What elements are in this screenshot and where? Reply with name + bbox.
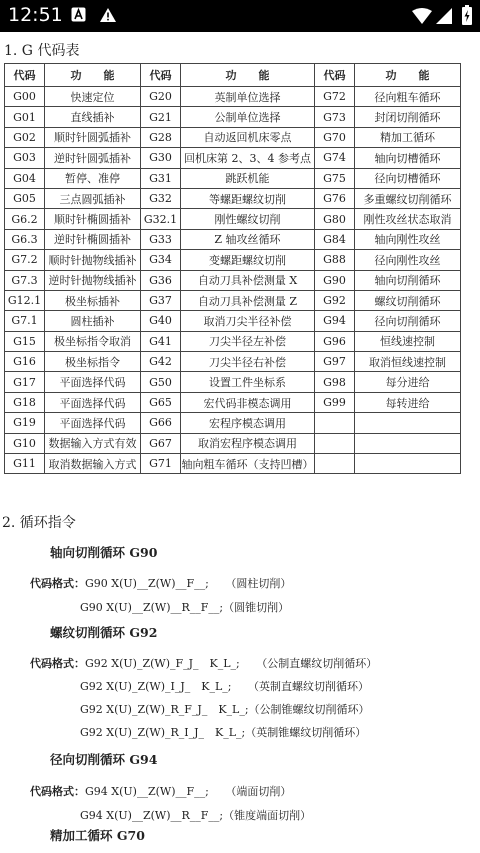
code-cell: G12.1 <box>5 290 45 310</box>
table-row <box>5 188 461 208</box>
function-cell: 轴向粗车循环（支持凹槽） <box>181 454 315 474</box>
header-cell: 功 能 <box>355 64 461 87</box>
format-text: G92 X(U)_Z(W)_F_J_ K_L_; （公制直螺纹切削循环） <box>85 657 378 670</box>
code-cell: G01 <box>5 107 45 127</box>
wifi-icon <box>412 8 432 24</box>
function-cell: 轴向刚性攻丝 <box>355 229 461 249</box>
code-cell: G30 <box>141 148 181 168</box>
table-row <box>5 331 461 351</box>
table-row <box>5 372 461 392</box>
code-cell: G05 <box>5 188 45 208</box>
code-cell: G21 <box>141 107 181 127</box>
header-cell: 代码 <box>315 64 355 87</box>
function-cell: 快速定位 <box>45 87 141 107</box>
function-cell: 每分进给 <box>355 372 461 392</box>
table-row <box>5 127 461 147</box>
code-cell: G37 <box>141 290 181 310</box>
a-notification-icon <box>71 7 86 22</box>
g94-format-line: G94 X(U)__Z(W)__R__F__;（锥度端面切削） <box>80 809 312 822</box>
table-row <box>5 290 461 310</box>
code-cell: G18 <box>5 392 45 412</box>
header-cell: 代码 <box>141 64 181 87</box>
table-row <box>5 229 461 249</box>
function-cell: 恒线速控制 <box>355 331 461 351</box>
function-cell: 顺时针椭圆插补 <box>45 209 141 229</box>
function-cell: 变螺距螺纹切削 <box>181 250 315 270</box>
function-cell: 自动刀具补偿测量 X <box>181 270 315 290</box>
function-cell: 取消宏程序模态调用 <box>181 433 315 453</box>
function-cell: 螺纹切削循环 <box>355 290 461 310</box>
function-cell: 径向刚性攻丝 <box>355 250 461 270</box>
function-cell: 自动返回机床零点 <box>181 127 315 147</box>
code-cell <box>315 433 355 453</box>
format-label: 代码格式： <box>30 577 85 590</box>
code-cell: G98 <box>315 372 355 392</box>
function-cell: 平面选择代码 <box>45 372 141 392</box>
code-cell: G66 <box>141 413 181 433</box>
code-cell: G84 <box>315 229 355 249</box>
function-cell: 宏程序模态调用 <box>181 413 315 433</box>
warning-icon <box>99 7 117 23</box>
function-cell: 宏代码非模态调用 <box>181 392 315 412</box>
code-cell: G72 <box>315 87 355 107</box>
function-cell: 径向切槽循环 <box>355 168 461 188</box>
code-cell: G33 <box>141 229 181 249</box>
code-cell: G11 <box>5 454 45 474</box>
g92-heading: 螺纹切削循环 G92 <box>50 625 158 640</box>
table-row <box>5 352 461 372</box>
function-cell <box>355 413 461 433</box>
code-cell: G7.3 <box>5 270 45 290</box>
g94-format-line <box>30 783 291 799</box>
function-cell: 直线插补 <box>45 107 141 127</box>
code-cell <box>315 454 355 474</box>
code-cell: G02 <box>5 127 45 147</box>
cellular-signal-icon <box>436 8 452 24</box>
code-cell: G32.1 <box>141 209 181 229</box>
code-cell: G94 <box>315 311 355 331</box>
function-cell <box>355 454 461 474</box>
table-row <box>5 413 461 433</box>
code-cell: G88 <box>315 250 355 270</box>
section1-title: 1. G 代码表 <box>4 43 80 59</box>
function-cell: 轴向切削循环 <box>355 270 461 290</box>
code-cell: G7.2 <box>5 250 45 270</box>
g70-heading: 精加工循环 G70 <box>50 828 145 843</box>
table-row <box>5 270 461 290</box>
function-cell: 设置工件坐标系 <box>181 372 315 392</box>
document-page[interactable] <box>0 32 480 853</box>
code-cell: G90 <box>315 270 355 290</box>
code-cell: G97 <box>315 352 355 372</box>
function-cell: 取消数据输入方式 <box>45 454 141 474</box>
table-row <box>5 392 461 412</box>
code-cell: G6.3 <box>5 229 45 249</box>
code-cell: G31 <box>141 168 181 188</box>
g92-format-line: G92 X(U)_Z(W)_R_I_J_ K_L_;（英制锥螺纹切削循环） <box>80 726 367 739</box>
function-cell: 暂停、准停 <box>45 168 141 188</box>
code-cell: G16 <box>5 352 45 372</box>
code-cell: G96 <box>315 331 355 351</box>
table-header-row <box>5 64 461 87</box>
format-text: G94 X(U)__Z(W)__F__; （端面切削） <box>85 785 292 798</box>
table-row <box>5 148 461 168</box>
g92-format-line: G92 X(U)_Z(W)_I_J_ K_L_; （英制直螺纹切削循环） <box>80 680 369 693</box>
table-row <box>5 168 461 188</box>
format-text: G90 X(U)__Z(W)__F__; （圆柱切削） <box>85 577 292 590</box>
table-row <box>5 209 461 229</box>
function-cell: 极坐标指令 <box>45 352 141 372</box>
battery-charging-icon <box>462 5 472 25</box>
function-cell: 刀尖半径右补偿 <box>181 352 315 372</box>
function-cell: 刀尖半径左补偿 <box>181 331 315 351</box>
g-code-table <box>4 63 461 474</box>
function-cell: 跳跃机能 <box>181 168 315 188</box>
function-cell: 径向粗车循环 <box>355 87 461 107</box>
function-cell: 轴向切槽循环 <box>355 148 461 168</box>
code-cell: G92 <box>315 290 355 310</box>
table-row <box>5 107 461 127</box>
function-cell: 取消恒线速控制 <box>355 352 461 372</box>
code-cell: G65 <box>141 392 181 412</box>
function-cell: 刚性螺纹切削 <box>181 209 315 229</box>
code-cell: G34 <box>141 250 181 270</box>
function-cell: Z 轴攻丝循环 <box>181 229 315 249</box>
table-row <box>5 311 461 331</box>
code-cell: G7.1 <box>5 311 45 331</box>
function-cell: 极坐标指令取消 <box>45 331 141 351</box>
function-cell: 英制单位选择 <box>181 87 315 107</box>
code-cell: G03 <box>5 148 45 168</box>
g90-heading: 轴向切削循环 G90 <box>50 545 158 560</box>
function-cell: 多重螺纹切削循环 <box>355 188 461 208</box>
function-cell: 每转进给 <box>355 392 461 412</box>
code-cell: G70 <box>315 127 355 147</box>
code-cell: G76 <box>315 188 355 208</box>
function-cell: 顺时针圆弧插补 <box>45 127 141 147</box>
code-cell: G99 <box>315 392 355 412</box>
function-cell: 封闭切削循环 <box>355 107 461 127</box>
format-label: 代码格式： <box>30 785 85 798</box>
code-cell: G20 <box>141 87 181 107</box>
code-cell: G74 <box>315 148 355 168</box>
function-cell: 数据输入方式有效 <box>45 433 141 453</box>
code-cell: G67 <box>141 433 181 453</box>
code-cell: G50 <box>141 372 181 392</box>
function-cell: 径向切削循环 <box>355 311 461 331</box>
function-cell: 圆柱插补 <box>45 311 141 331</box>
function-cell: 平面选择代码 <box>45 392 141 412</box>
section2-title: 2. 循环指令 <box>2 515 76 531</box>
code-cell: G6.2 <box>5 209 45 229</box>
header-cell: 代码 <box>5 64 45 87</box>
code-cell: G04 <box>5 168 45 188</box>
code-cell: G40 <box>141 311 181 331</box>
function-cell: 回机床第 2、3、4 参考点 <box>181 148 315 168</box>
function-cell: 三点圆弧插补 <box>45 188 141 208</box>
table-row <box>5 250 461 270</box>
g92-format-line: G92 X(U)_Z(W)_R_F_J_ K_L_;（公制锥螺纹切削循环） <box>80 703 370 716</box>
function-cell: 刚性攻丝状态取消 <box>355 209 461 229</box>
function-cell: 公制单位选择 <box>181 107 315 127</box>
format-label: 代码格式： <box>30 657 85 670</box>
function-cell: 平面选择代码 <box>45 413 141 433</box>
g90-format-line <box>30 575 291 591</box>
status-time: 12:51 <box>8 4 63 26</box>
header-cell: 功 能 <box>45 64 141 87</box>
code-cell: G32 <box>141 188 181 208</box>
function-cell: 取消刀尖半径补偿 <box>181 311 315 331</box>
function-cell: 自动刀具补偿测量 Z <box>181 290 315 310</box>
function-cell: 逆时针抛物线插补 <box>45 270 141 290</box>
g94-heading: 径向切削循环 G94 <box>50 752 158 767</box>
function-cell: 逆时针圆弧插补 <box>45 148 141 168</box>
g92-format-line <box>30 655 377 671</box>
code-cell: G41 <box>141 331 181 351</box>
code-cell: G75 <box>315 168 355 188</box>
function-cell: 顺时针抛物线插补 <box>45 250 141 270</box>
code-cell: G28 <box>141 127 181 147</box>
code-cell: G42 <box>141 352 181 372</box>
code-cell: G10 <box>5 433 45 453</box>
g90-format-line: G90 X(U)__Z(W)__R__F__;（圆锥切削） <box>80 601 290 614</box>
code-cell: G15 <box>5 331 45 351</box>
code-cell: G80 <box>315 209 355 229</box>
code-cell: G36 <box>141 270 181 290</box>
code-cell <box>315 413 355 433</box>
header-cell: 功 能 <box>181 64 315 87</box>
function-cell: 等螺距螺纹切削 <box>181 188 315 208</box>
status-bar <box>0 0 480 32</box>
code-cell: G00 <box>5 87 45 107</box>
function-cell: 极坐标插补 <box>45 290 141 310</box>
function-cell: 精加工循环 <box>355 127 461 147</box>
table-row <box>5 454 461 474</box>
table-row <box>5 87 461 107</box>
code-cell: G73 <box>315 107 355 127</box>
code-cell: G17 <box>5 372 45 392</box>
code-cell: G19 <box>5 413 45 433</box>
function-cell <box>355 433 461 453</box>
table-row <box>5 433 461 453</box>
code-cell: G71 <box>141 454 181 474</box>
function-cell: 逆时针椭圆插补 <box>45 229 141 249</box>
